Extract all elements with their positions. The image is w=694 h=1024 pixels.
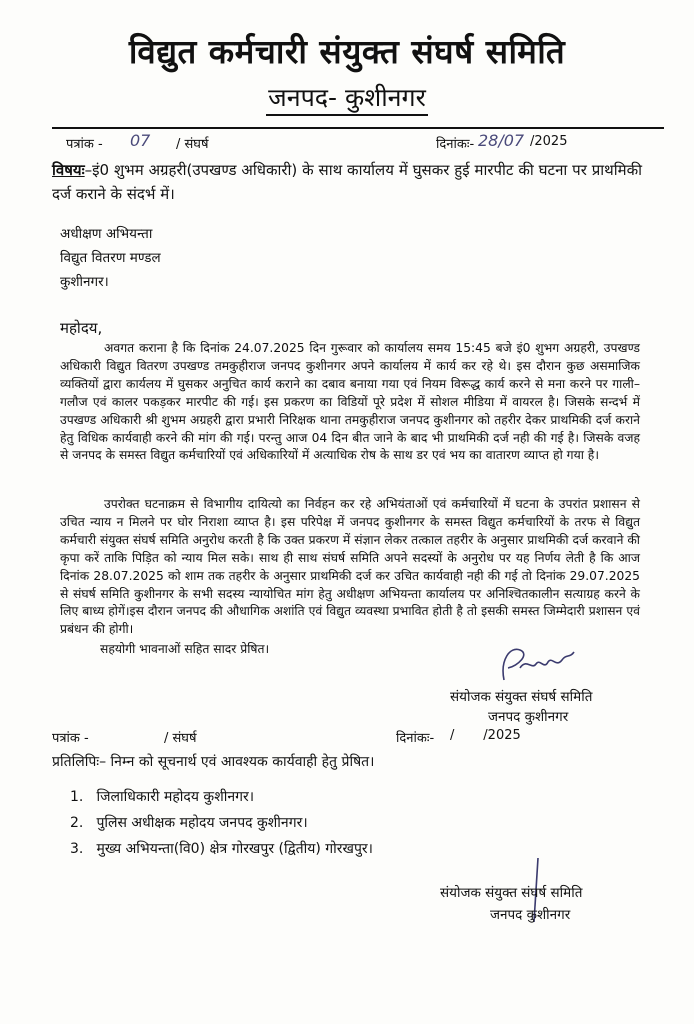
patrank-number: 07: [130, 131, 151, 150]
list-item-number: 3.: [70, 841, 84, 857]
list-item-text: पुलिस अधीक्षक महोदय जनपद कुशीनगर।: [96, 815, 308, 831]
salutation: महोदय,: [60, 319, 103, 337]
list-item: [70, 784, 373, 810]
dinank-label-2: दिनांकः-: [396, 731, 435, 746]
dinank-value-2: / /2025: [450, 728, 521, 743]
list-item-number: 1.: [70, 789, 84, 805]
patrank-label: पत्रांक -: [66, 137, 103, 152]
closing-line: सहयोगी भावनाओं सहित सादर प्रेषित।: [100, 642, 270, 656]
district-label: जनपद- कुशीनगर: [266, 83, 428, 116]
subject-text: –इं0 शुभम अग्रहरी(उपखण्ड अधिकारी) के साथ कार्यालय में घुसकर हुई मारपीट की घटना पर प्राथमिकी दर्ज कराने के संदर्भ में।: [52, 161, 642, 203]
copy-heading: प्रतिलिपिः– निम्न को सूचनार्थ एवं आवश्यक कार्यवाही हेतु प्रेषित।: [52, 754, 375, 770]
list-item-text: जिलाधिकारी महोदय कुशीनगर।: [96, 789, 255, 805]
signatory-2-title: संयोजक संयुक्त संघर्ष समिति: [440, 885, 583, 901]
signature-1: [490, 640, 590, 690]
dinank-label: दिनांकः-: [436, 137, 475, 152]
sangharsh-label: / संघर्ष: [176, 137, 209, 152]
list-item-number: 2.: [70, 815, 84, 831]
copy-list: [70, 784, 373, 862]
list-item-text: मुख्य अभियन्ता(वि0) क्षेत्र गोरखपुर (द्वितीय) गोरखपुर।: [96, 841, 373, 857]
patrank-label-2: पत्रांक -: [52, 731, 89, 746]
subject-label: विषयः: [52, 161, 85, 179]
dinank-year: /2025: [530, 134, 568, 149]
signatory-1-title: संयोजक संयुक्त संघर्ष समिति: [450, 689, 593, 705]
letterhead-district: [0, 80, 694, 114]
list-item: [70, 810, 373, 836]
header-rule: [52, 127, 664, 129]
addressee-line-3: कुशीनगर।: [60, 274, 109, 290]
letterhead-title: विद्युत कर्मचारी संयुक्त संघर्ष समिति: [128, 32, 566, 71]
addressee-line-2: विद्युत वितरण मण्डल: [60, 250, 161, 266]
body-paragraph-2: उपरोक्त घटनाक्रम से विभागीय दायित्यो का निर्वहन कर रहे अभियंताओं एवं कर्मचारियों में घटना के उपरांत प्रशासन से उचित न्याय न मिलने पर घोर निराशा व्याप्त है। इस परिपेक्ष में जनपद कुशीनगर के समस्त विद्युत कर्मचारियों के तरफ से विद्युत कर्मचारी संयुक्त संघर्ष समिति अनुरोध करती है कि उक्त प्रकरण में संज्ञान लेकर तत्काल तहरीर के अनुसार प्राथमिकी दर्ज करवाने की कृपा करें ताकि पिड़ित को न्याय मिल सके। साथ ही साथ संघर्ष समिति अपने सदस्यों के अनुरोध पर यह निर्णय लेती है कि आज दिनांक 28.07.2025 को शाम तक तहरीर के अनुसार प्राथमिकी दर्ज कर उचित कार्यवाही नही की गई तो दिनांक 29.07.2025 से संघर्ष समिति कुशीनगर के सभी सदस्य न्यायोचित मांग हेतु अधीक्षण अभियन्ता कार्यालय पर अनिश्चितकालीन सत्याग्रह करने के लिए बाध्य होगें।इस दौरान जनपद की औधागिक अशांति एवं विद्युत व्यवस्था प्रभावित होती है तो इसकी समस्त जिम्मेदारी प्रशासन एवं प्रबंधन की होगी।: [60, 497, 640, 637]
sangharsh-label-2: / संघर्ष: [164, 731, 197, 746]
body-paragraph-1: अवगत कराना है कि दिनांक 24.07.2025 दिन गुरूवार को कार्यालय समय 15:45 बजे इं0 शुभग अग्रहरी, उपखण्ड अधिकारी विद्युत वितरण उपखण्ड तमकुहीराज जनपद कुशीनगर अपने कार्यालय में कार्य कर रहे थे। इस दौरान कुछ असमाजिक व्यक्तियों द्वारा कार्यलय में घुसकर अनुचित कार्य कराने का दबाव बनाया गया एवं नियम विरूद्ध कार्य करने से मना करने पर गाली–गलौज एवं कालर पकड़कर मारपीट की गई। इस प्रकरण का विडियों पूरे प्रदेश में सोशल मीडिया में वायरल है। जिसके सन्दर्भ में उपखण्ड अधिकारी श्री शुभम अग्रहरी द्वारा प्रभारी निरिक्षक थाना तमकुहीराज जनपद कुशीनगर को तहरीर देकर प्राथमिकी दर्ज कराने हेतु विधिक कार्यवाही करने की मांग की गई। परन्तु आज 04 दिन बीत जाने के बाद भी प्राथमिकी दर्ज नही की गई है। जिसके वजह से जनपद के समस्त विद्युत कर्मचारियों एवं अधिकारियों में अत्याधिक रोष के साथ डर एवं भय का वातारण व्याप्त हो गया है।: [60, 341, 640, 463]
addressee-line-1: अधीक्षण अभियन्ता: [60, 226, 153, 242]
dinank-handwritten: 28/07: [478, 131, 525, 150]
signatory-1-district: जनपद कुशीनगर: [488, 709, 569, 725]
list-item: [70, 836, 373, 862]
signatory-2-district: जनपद कुशीनगर: [490, 907, 571, 923]
subject: [52, 158, 642, 206]
